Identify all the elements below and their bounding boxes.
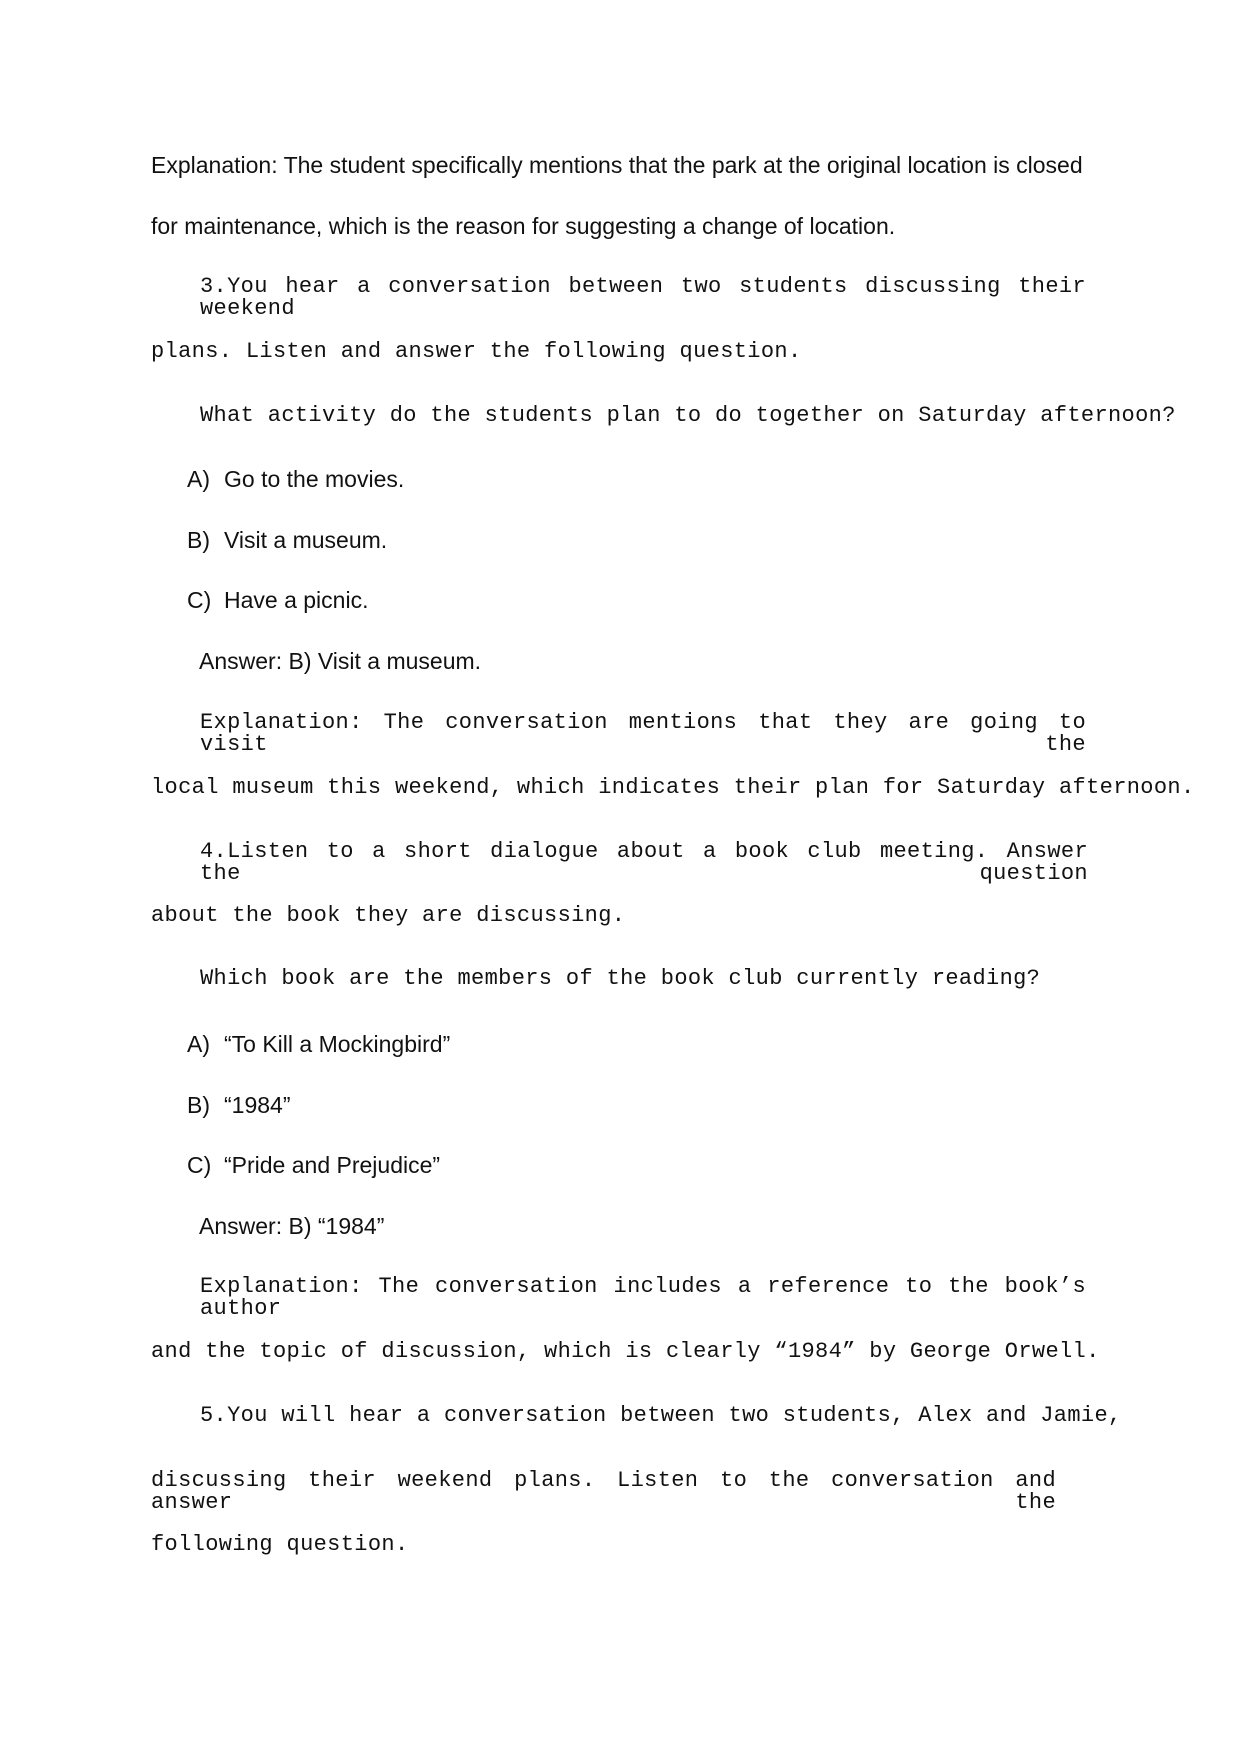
option-text: Have a picnic.: [224, 587, 369, 613]
option-text: “To Kill a Mockingbird”: [224, 1031, 451, 1057]
q3-option-b: [187, 529, 387, 552]
option-letter: C): [187, 587, 212, 613]
q2-explanation-line-1: Explanation: The student specifically mentions that the park at the original location is closed: [151, 152, 1083, 178]
option-text: “Pride and Prejudice”: [224, 1152, 441, 1178]
q3-prompt-line-2: plans. Listen and answer the following question.: [151, 339, 802, 364]
option-text: “1984”: [224, 1092, 291, 1118]
q5-prompt-line-1: 5.You will hear a conversation between two students, Alex and Jamie,: [200, 1403, 1122, 1428]
q4-prompt-line-2: about the book they are discussing.: [151, 903, 626, 928]
option-letter: C): [187, 1152, 212, 1178]
q4-option-b: [187, 1094, 290, 1117]
q4-explanation-line-2: and the topic of discussion, which is clearly “1984” by George Orwell.: [151, 1339, 1100, 1364]
q4-question: Which book are the members of the book club currently reading?: [200, 966, 1041, 991]
q4-prompt-line-1: 4.Listen to a short dialogue about a book club meeting. Answer the question: [200, 839, 1088, 886]
q3-answer: Answer: B) Visit a museum.: [199, 648, 482, 674]
q5-prompt-line-2: discussing their weekend plans. Listen to the conversation and answer the: [151, 1468, 1056, 1515]
q3-option-a: [187, 468, 404, 491]
q4-option-c: [187, 1154, 440, 1177]
q4-answer: Answer: B) “1984”: [199, 1213, 385, 1239]
q3-explanation-line-2: local museum this weekend, which indicates their plan for Saturday afternoon.: [151, 775, 1195, 800]
option-text: Visit a museum.: [224, 527, 388, 553]
q5-prompt-line-3: following question.: [151, 1532, 409, 1557]
option-letter: B): [187, 1092, 210, 1118]
q3-explanation-line-1: Explanation: The conversation mentions that they are going to visit the: [200, 710, 1086, 757]
q4-explanation-line-1: Explanation: The conversation includes a reference to the book’s author: [200, 1274, 1086, 1321]
q4-option-a: [187, 1033, 450, 1056]
q3-option-c: [187, 589, 368, 612]
option-text: Go to the movies.: [224, 466, 405, 492]
option-letter: B): [187, 527, 210, 553]
q3-prompt-line-1: 3.You hear a conversation between two students discussing their weekend: [200, 274, 1086, 321]
q3-question: What activity do the students plan to do together on Saturday afternoon?: [200, 403, 1176, 428]
option-letter: A): [187, 1031, 210, 1057]
q2-explanation-line-2: for maintenance, which is the reason for suggesting a change of location.: [151, 213, 896, 239]
option-letter: A): [187, 466, 210, 492]
